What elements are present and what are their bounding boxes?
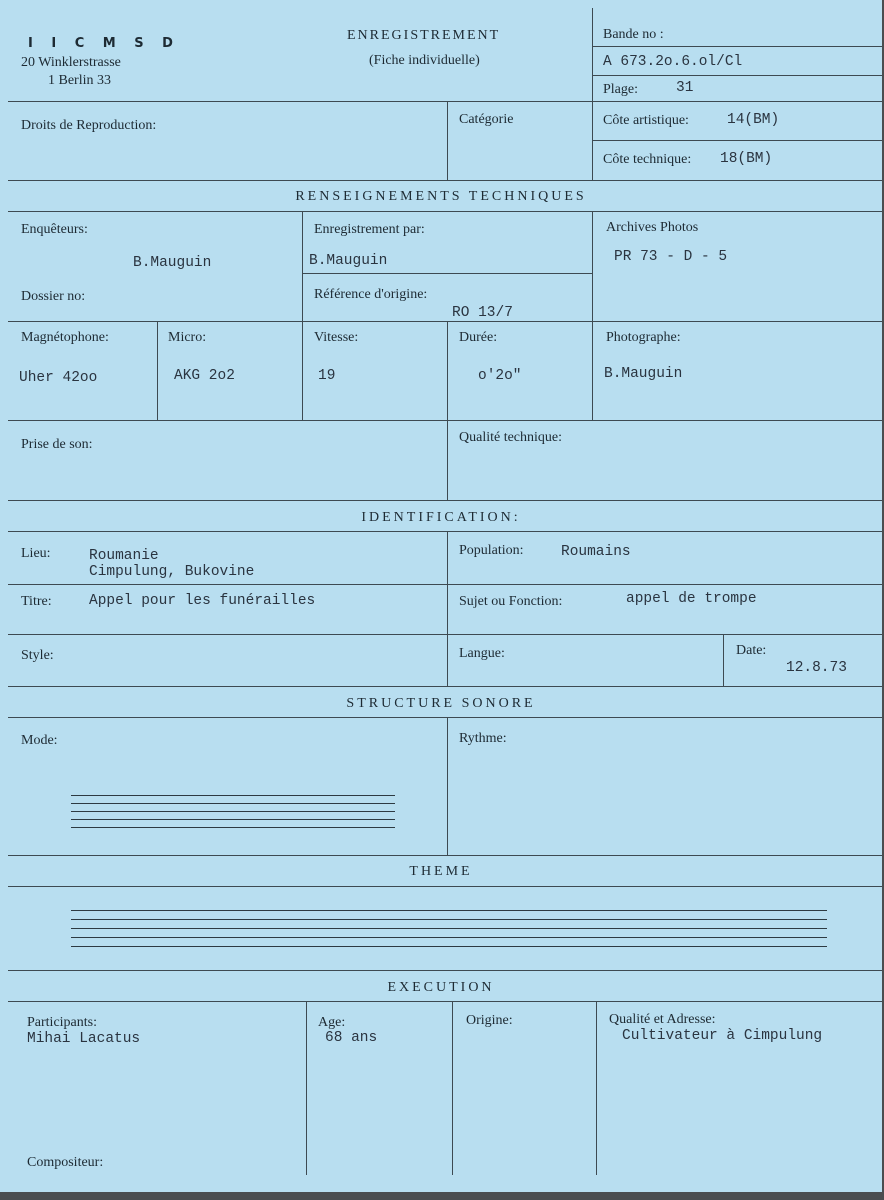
date-label: Date:	[736, 643, 767, 658]
mode-staff-line	[71, 795, 395, 796]
droits-label: Droits de Reproduction:	[21, 118, 157, 133]
magnetophone-label: Magnétophone:	[21, 330, 109, 345]
age-label: Age:	[318, 1015, 346, 1030]
qualite-adresse-label: Qualité et Adresse:	[609, 1012, 716, 1027]
vrule-micro	[157, 321, 158, 420]
titre-label: Titre:	[21, 594, 52, 609]
population-label: Population:	[459, 543, 524, 558]
micro-label: Micro:	[168, 330, 207, 345]
rule-structure-title	[8, 717, 882, 718]
style-label: Style:	[21, 648, 54, 663]
theme-staff-line	[71, 928, 827, 929]
mode-staff-line	[71, 811, 395, 812]
langue-label: Langue:	[459, 646, 505, 661]
prise-label: Prise de son:	[21, 437, 93, 452]
rule-dossier	[8, 321, 882, 322]
enqueteurs-label: Enquêteurs:	[21, 222, 88, 237]
rule-theme-title	[8, 886, 882, 887]
form-title: ENREGISTREMENT	[347, 28, 501, 43]
form-subtitle: (Fiche individuelle)	[369, 53, 480, 68]
archives-value: PR 73 - D - 5	[614, 249, 728, 265]
participants-label: Participants:	[27, 1015, 97, 1030]
qualite-adresse-value: Cultivateur à Cimpulung	[622, 1028, 823, 1044]
cote-technique-label: Côte technique:	[603, 152, 692, 167]
bande-value: A 673.2o.6.ol/Cl	[603, 54, 743, 70]
dossier-label: Dossier no:	[21, 289, 86, 304]
address-street: 20 Winklerstrasse	[21, 55, 121, 70]
bande-label: Bande no :	[603, 27, 664, 42]
rule-rights-bottom	[8, 180, 882, 181]
cote-artistique-value: 14(BM)	[727, 112, 780, 128]
duree-label: Durée:	[459, 330, 498, 345]
lieu-value-country: Roumanie	[89, 548, 159, 564]
rule-style	[8, 686, 882, 687]
vrule-age	[306, 1001, 307, 1175]
enqueteurs-value: B.Mauguin	[133, 255, 212, 271]
vrule-header	[592, 8, 593, 180]
mode-staff-line	[71, 803, 395, 804]
archives-label: Archives Photos	[606, 220, 699, 235]
mode-staff-line	[71, 827, 395, 828]
rule-structure-bottom	[8, 855, 882, 856]
rule-bande	[592, 46, 882, 47]
vitesse-value: 19	[318, 368, 336, 384]
date-value: 12.8.73	[786, 660, 847, 676]
rule-exec-title	[8, 1001, 882, 1002]
vrule-enreg-right	[592, 211, 593, 420]
rule-lieu	[8, 584, 882, 585]
rule-titre	[8, 634, 882, 635]
lieu-label: Lieu:	[21, 546, 51, 561]
rule-theme-bottom	[8, 970, 882, 971]
vrule-qualite	[596, 1001, 597, 1175]
mode-staff-line	[71, 819, 395, 820]
enregistrement-label: Enregistrement par:	[314, 222, 425, 237]
participants-value: Mihai Lacatus	[27, 1031, 141, 1047]
photographe-label: Photographe:	[606, 330, 681, 345]
rule-prise	[8, 500, 882, 501]
titre-value: Appel pour les funérailles	[89, 593, 316, 609]
vrule-prise	[447, 420, 448, 500]
theme-staff-line	[71, 910, 827, 911]
reference-value: RO 13/7	[452, 305, 513, 321]
photographe-value: B.Mauguin	[604, 366, 683, 382]
section-title-execution: EXECUTION	[387, 980, 495, 995]
age-value: 68 ans	[325, 1030, 378, 1046]
rule-tech-title	[8, 211, 882, 212]
reference-label: Référence d'origine:	[314, 287, 428, 302]
categorie-label: Catégorie	[459, 112, 514, 127]
lieu-value-place: Cimpulung, Bukovine	[89, 564, 255, 580]
sujet-value: appel de trompe	[626, 591, 757, 607]
plage-label: Plage:	[603, 82, 638, 97]
vrule-enreg-left	[302, 211, 303, 420]
population-value: Roumains	[561, 544, 631, 560]
rule-plage	[592, 75, 882, 76]
address-city: 1 Berlin 33	[48, 73, 111, 88]
qualite-technique-label: Qualité technique:	[459, 430, 563, 445]
section-title-theme: THEME	[409, 864, 473, 879]
cote-technique-value: 18(BM)	[720, 151, 773, 167]
vrule-ident	[447, 531, 448, 686]
enregistrement-value: B.Mauguin	[309, 253, 388, 269]
vrule-date	[723, 634, 724, 686]
mode-label: Mode:	[21, 733, 58, 748]
vrule-mode	[447, 717, 448, 855]
section-title-structure: STRUCTURE SONORE	[346, 696, 536, 711]
vrule-origine	[452, 1001, 453, 1175]
rule-header-bottom	[8, 101, 882, 102]
section-title-identification: IDENTIFICATION:	[361, 510, 521, 525]
duree-value: o'2o"	[478, 368, 522, 384]
org-logo-text: I I C M S D	[28, 36, 180, 51]
micro-value: AKG 2o2	[174, 368, 235, 384]
magnetophone-value: Uher 42oo	[19, 370, 98, 386]
section-title-technique: RENSEIGNEMENTS TECHNIQUES	[295, 189, 587, 204]
rule-cote	[592, 140, 882, 141]
rule-magneto	[8, 420, 882, 421]
sujet-label: Sujet ou Fonction:	[459, 594, 563, 609]
vrule-duree	[447, 321, 448, 420]
rule-enreg	[302, 273, 592, 274]
theme-staff-line	[71, 937, 827, 938]
theme-staff-line	[71, 946, 827, 947]
vrule-categorie	[447, 101, 448, 180]
origine-label: Origine:	[466, 1013, 513, 1028]
rythme-label: Rythme:	[459, 731, 507, 746]
cote-artistique-label: Côte artistique:	[603, 113, 689, 128]
theme-staff-line	[71, 919, 827, 920]
compositeur-label: Compositeur:	[27, 1155, 104, 1170]
plage-value: 31	[676, 80, 694, 96]
vitesse-label: Vitesse:	[314, 330, 359, 345]
rule-ident-title	[8, 531, 882, 532]
